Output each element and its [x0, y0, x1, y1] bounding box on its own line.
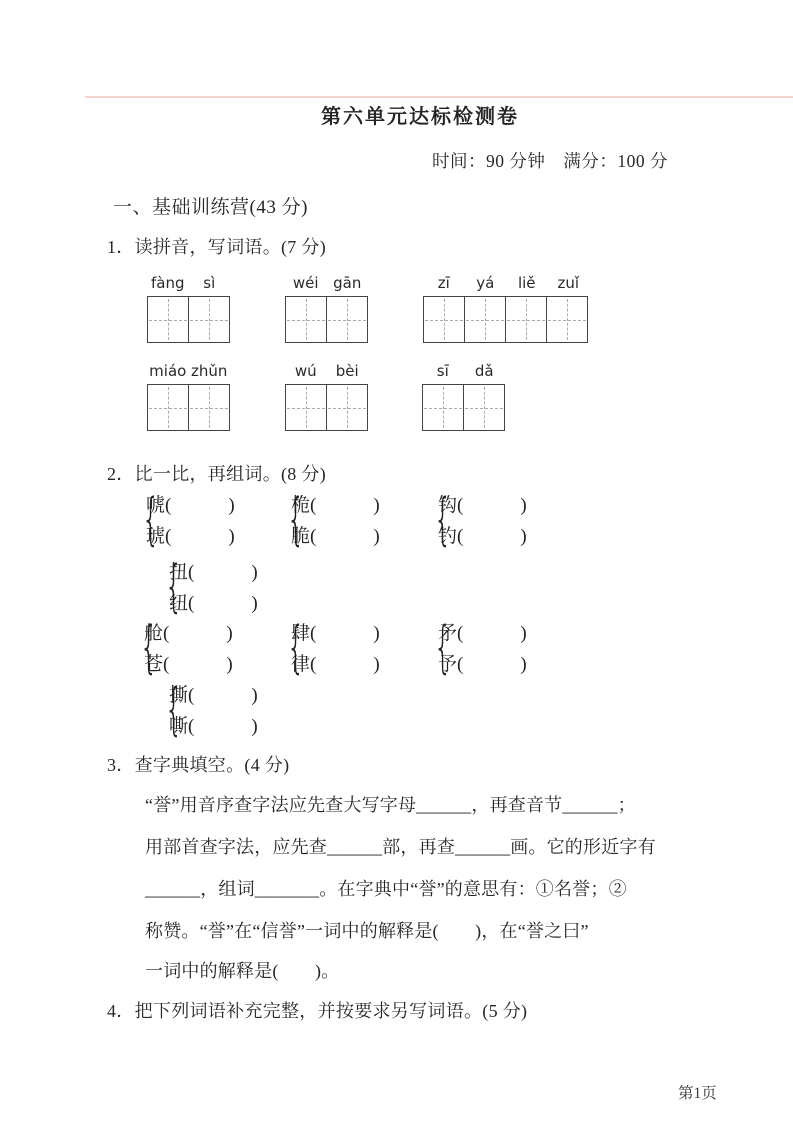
pinyin-label: wú	[294, 362, 317, 380]
curly-brace: {	[164, 554, 183, 619]
writing-cell	[326, 297, 367, 342]
pinyin-label: miáo	[149, 362, 187, 380]
pinyin-labels	[423, 274, 589, 294]
pinyin-label: liě	[517, 274, 536, 292]
writing-cell	[546, 297, 587, 342]
writing-grid	[285, 384, 368, 431]
pair-top-word: 唬( )	[146, 495, 235, 516]
pair-top-word: 舱( )	[144, 623, 233, 644]
q1-prompt: 1．读拼音，写词语。(7 分)	[107, 237, 326, 257]
pinyin-label: sī	[436, 362, 449, 380]
writing-cell	[286, 385, 326, 430]
pinyin-label: zhǔn	[191, 362, 228, 380]
q3-line: 一词中的解释是( )。	[145, 961, 340, 981]
pinyin-word-group	[147, 274, 230, 347]
writing-cell	[505, 297, 546, 342]
pair-bottom-word: 琥( )	[146, 526, 235, 547]
pair-top-word: 肆( )	[291, 623, 380, 644]
q3-prompt: 3．查字典填空。(4 分)	[107, 755, 290, 775]
q4-prompt: 4．把下列词语补充完整，并按要求另写词语。(5 分)	[107, 1001, 528, 1021]
q3-line: ______，组词_______。在字典中“誉”的意思有：①名誉；②	[145, 879, 627, 899]
curly-brace: {	[286, 615, 305, 680]
pinyin-labels	[285, 362, 368, 382]
pinyin-label: sì	[203, 274, 216, 292]
pinyin-word-group	[285, 362, 368, 435]
q3-line: 称赞。“誉”在“信誉”一词中的解释是( )，在“誉之曰”	[145, 921, 589, 941]
writing-cell	[463, 385, 504, 430]
writing-cell	[188, 297, 229, 342]
pair-top-word: 撕( )	[169, 685, 258, 706]
pinyin-word-group	[422, 362, 505, 435]
writing-grid	[423, 296, 588, 343]
pinyin-label: zuǐ	[557, 274, 580, 292]
writing-cell	[286, 297, 326, 342]
pair-bottom-word: 脆( )	[291, 526, 380, 547]
page-number: 第1页	[678, 1085, 717, 1102]
pinyin-label: yá	[476, 274, 495, 292]
pair-bottom-word: 律( )	[291, 654, 380, 675]
pinyin-label: gān	[333, 274, 362, 292]
writing-cell	[424, 297, 464, 342]
writing-cell	[326, 385, 367, 430]
pinyin-label: fàng	[150, 274, 185, 292]
curly-brace: {	[139, 615, 158, 680]
word-pair	[164, 554, 258, 619]
pair-bottom-word: 钓( )	[438, 526, 527, 547]
word-pair	[433, 487, 527, 552]
section-1-heading: 一、基础训练营(43 分)	[113, 197, 308, 218]
q2-prompt: 2．比一比，再组词。(8 分)	[107, 464, 326, 484]
writing-grid	[422, 384, 505, 431]
writing-cell	[148, 385, 188, 430]
pair-top-word: 桅( )	[291, 495, 380, 516]
pinyin-labels	[147, 362, 230, 382]
curly-brace: {	[141, 487, 160, 552]
word-pair	[286, 615, 380, 680]
writing-grid	[285, 296, 368, 343]
word-pair	[141, 487, 235, 552]
word-pair	[139, 615, 233, 680]
pinyin-label: zī	[437, 274, 450, 292]
curly-brace: {	[433, 615, 452, 680]
writing-grid	[147, 384, 230, 431]
word-pair	[164, 677, 258, 742]
pair-top-word: 钩( )	[438, 495, 527, 516]
writing-cell	[188, 385, 229, 430]
pair-bottom-word: 嘶( )	[169, 716, 258, 737]
curly-brace: {	[286, 487, 305, 552]
writing-cell	[423, 385, 463, 430]
pinyin-labels	[285, 274, 368, 294]
pinyin-labels	[147, 274, 230, 294]
word-pair	[433, 615, 527, 680]
q3-line: “誉”用音序查字法应先查大写字母______，再查音节______；	[145, 795, 636, 815]
pinyin-word-group	[285, 274, 368, 347]
pair-bottom-word: 予( )	[438, 654, 527, 675]
curly-brace: {	[164, 677, 183, 742]
pinyin-word-group	[423, 274, 589, 347]
pair-bottom-word: 苍( )	[144, 654, 233, 675]
pair-top-word: 矛( )	[438, 623, 527, 644]
exam-meta: 时间：90 分钟 满分：100 分	[432, 151, 668, 171]
word-pair	[286, 487, 380, 552]
q3-line: 用部首查字法，应先查______部，再查______画。它的形近字有	[145, 837, 656, 857]
pinyin-label: bèi	[335, 362, 359, 380]
decorative-rule	[85, 96, 793, 98]
pinyin-label: wéi	[292, 274, 319, 292]
page-title: 第六单元达标检测卷	[321, 106, 519, 128]
curly-brace: {	[433, 487, 452, 552]
pinyin-labels	[422, 362, 505, 382]
pair-top-word: 扭( )	[169, 562, 258, 583]
pinyin-word-group	[147, 362, 230, 435]
pinyin-label: dǎ	[474, 362, 494, 380]
writing-cell	[148, 297, 188, 342]
writing-cell	[464, 297, 505, 342]
pair-bottom-word: 纽( )	[169, 593, 258, 614]
writing-grid	[147, 296, 230, 343]
